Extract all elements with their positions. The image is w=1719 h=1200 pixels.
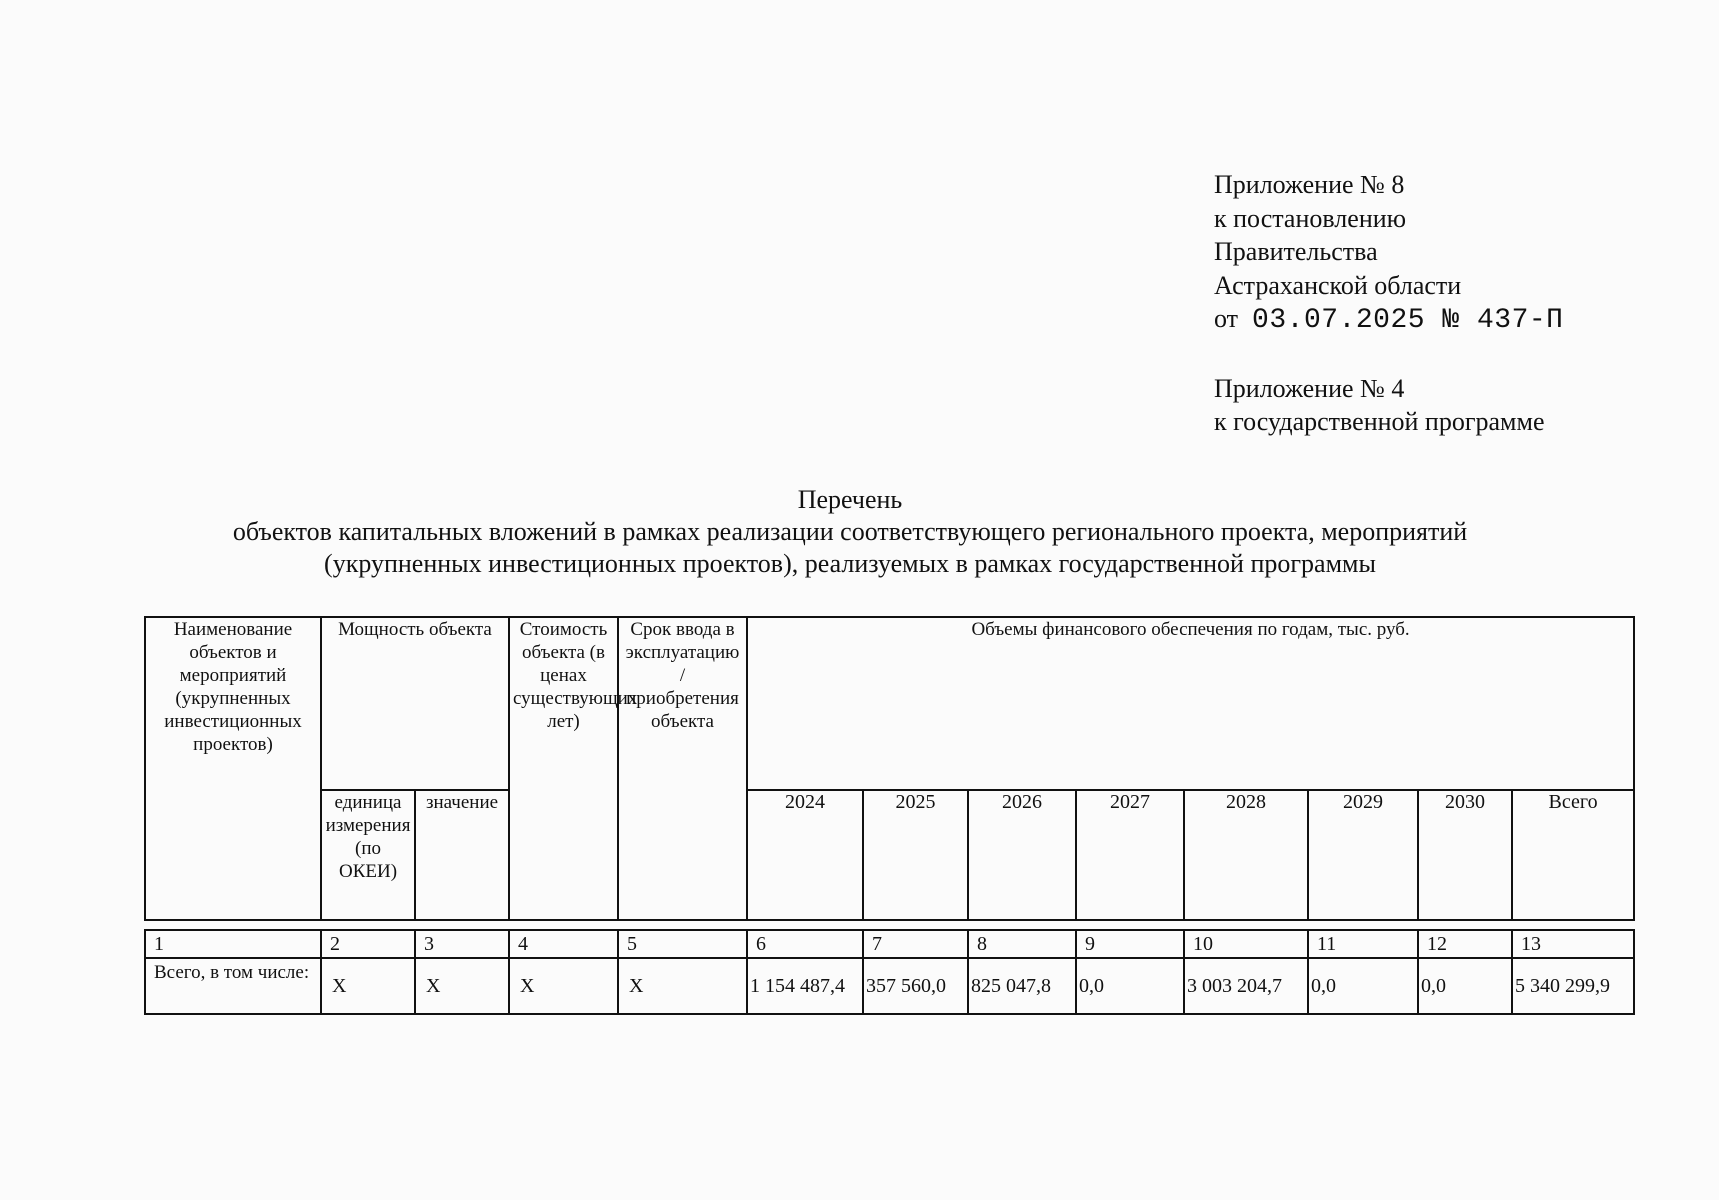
appendix4-line-2: к государственной программе — [1214, 407, 1545, 436]
document-title — [100, 484, 1600, 580]
amount-2025: 357 560,0 — [863, 958, 968, 1014]
column-numbers-row — [145, 930, 1634, 958]
decree-date-line — [1214, 302, 1654, 338]
amount-2028: 3 003 204,7 — [1184, 958, 1308, 1014]
header-total: Всего — [1512, 790, 1634, 920]
amount-2026: 825 047,8 — [968, 958, 1076, 1014]
col-number: 3 — [415, 930, 509, 958]
col-number: 11 — [1308, 930, 1418, 958]
col-number: 9 — [1076, 930, 1184, 958]
amount-2027: 0,0 — [1076, 958, 1184, 1014]
header-commissioning-term: Срок ввода в эксплуатацию / приобретения объекта — [618, 617, 747, 920]
col-number: 5 — [618, 930, 747, 958]
header-unit: единица измерения (по ОКЕИ) — [321, 790, 415, 920]
header-year-2024: 2024 — [747, 790, 863, 920]
col-number: 6 — [747, 930, 863, 958]
decree-date-number: 03.07.2025 № 437-П — [1252, 305, 1564, 336]
appendix8-line-1: Приложение № 8 — [1214, 170, 1405, 199]
header-year-2026: 2026 — [968, 790, 1076, 920]
title-line-1: Перечень — [797, 485, 903, 514]
header-cost: Стоимость объекта (в ценах существующих лет) — [509, 617, 618, 920]
header-financing: Объемы финансового обеспечения по годам, тыс. руб. — [747, 617, 1634, 790]
col-number: 4 — [509, 930, 618, 958]
appendix4-line-1: Приложение № 4 — [1214, 373, 1405, 403]
date-prefix: от — [1214, 304, 1239, 333]
header-year-2028: 2028 — [1184, 790, 1308, 920]
appendix-header — [1214, 168, 1654, 439]
amount-2024: 1 154 487,4 — [747, 958, 863, 1014]
amount-total: 5 340 299,9 — [1512, 958, 1634, 1014]
col-number: 7 — [863, 930, 968, 958]
header-year-2027: 2027 — [1076, 790, 1184, 920]
title-line-2: объектов капитальных вложений в рамках реализации соответствующего регионального проекта, мероприятий — [232, 517, 1468, 546]
appendix8-line-2: к постановлению — [1214, 203, 1407, 233]
header-object-name: Наименование объектов и мероприятий (укрупненных инвестиционных проектов) — [145, 617, 321, 920]
header-year-2030: 2030 — [1418, 790, 1512, 920]
total-value: X — [415, 958, 509, 1014]
col-number: 12 — [1418, 930, 1512, 958]
amount-2030: 0,0 — [1418, 958, 1512, 1014]
header-capacity: Мощность объекта — [321, 617, 509, 790]
total-term: X — [618, 958, 747, 1014]
total-row-name: Всего, в том числе: — [145, 958, 321, 1014]
total-unit: X — [321, 958, 415, 1014]
header-value: значение — [415, 790, 509, 920]
total-cost: X — [509, 958, 618, 1014]
amount-2029: 0,0 — [1308, 958, 1418, 1014]
header-year-2025: 2025 — [863, 790, 968, 920]
capital-investment-table — [144, 616, 1635, 1015]
title-line-3: (укрупненных инвестиционных проектов), реализуемых в рамках государственной программы — [324, 549, 1376, 578]
col-number: 10 — [1184, 930, 1308, 958]
total-row — [145, 958, 1634, 1014]
col-number: 13 — [1512, 930, 1634, 958]
col-number: 1 — [145, 930, 321, 958]
col-number: 8 — [968, 930, 1076, 958]
header-year-2029: 2029 — [1308, 790, 1418, 920]
appendix8-line-4: Астраханской области — [1214, 270, 1462, 300]
appendix8-line-3: Правительства — [1214, 237, 1378, 266]
col-number: 2 — [321, 930, 415, 958]
